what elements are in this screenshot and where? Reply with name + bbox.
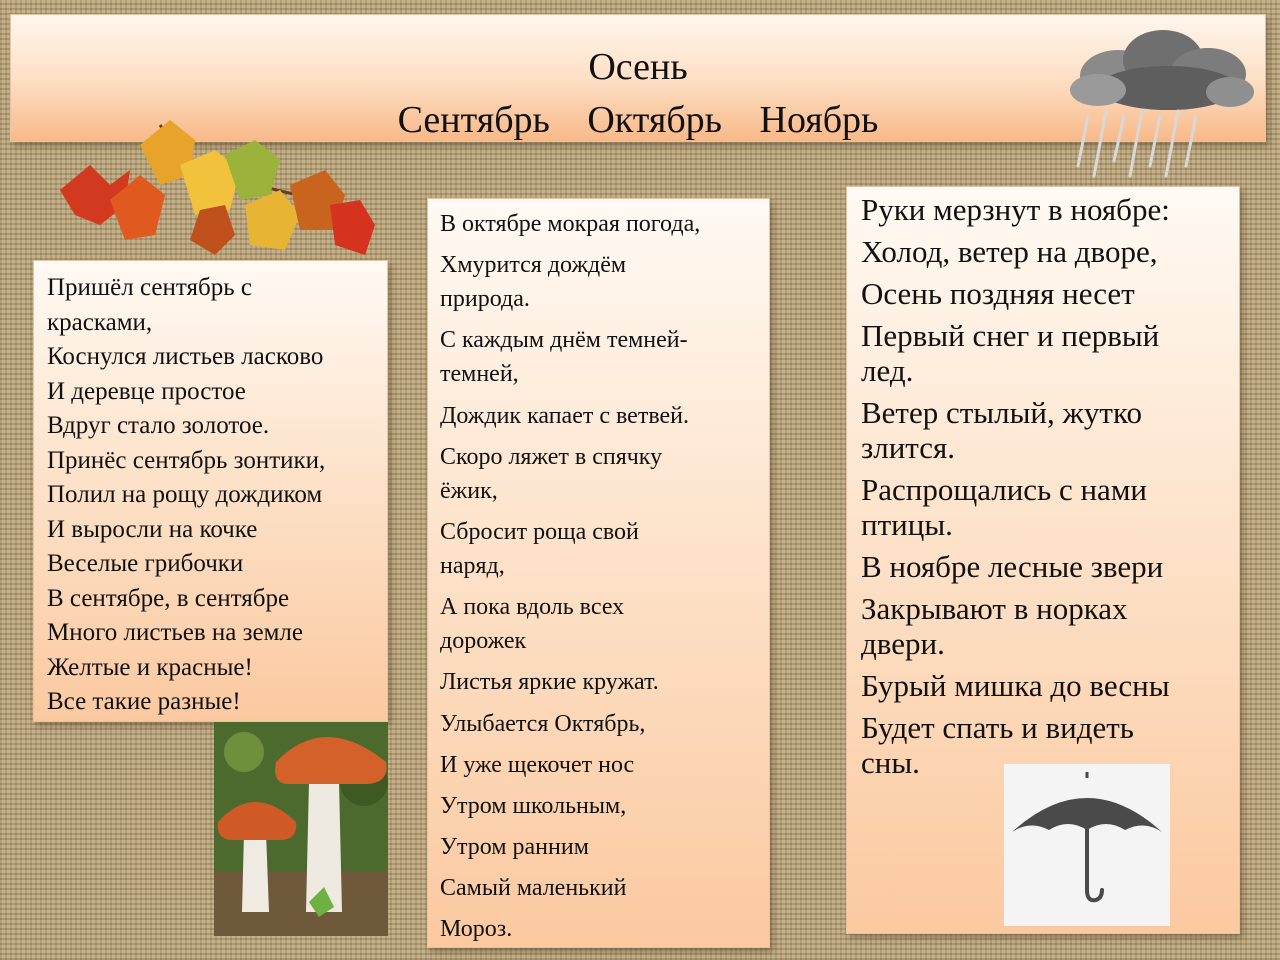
poem-line: В сентябре, в сентябре — [47, 584, 290, 612]
poem-line: В ноябре лесные звери — [861, 549, 1164, 584]
poem-line: Холод, ветер на дворе, — [861, 234, 1158, 269]
rain-cloud-icon — [1058, 26, 1258, 196]
month-october: Октябрь — [587, 99, 723, 141]
poem-line: Листья яркие кружат. — [440, 669, 659, 696]
poem-line: Много листьев на земле — [47, 619, 304, 646]
poem-line: красками, — [47, 308, 153, 336]
poem-line: В октябре мокрая погода, — [440, 211, 701, 237]
poem-line: И выросли на кочке — [47, 515, 258, 543]
autumn-leaves-icon — [40, 115, 380, 265]
poem-line: Самый маленький — [440, 875, 627, 902]
poem-line: Все такие разные! — [47, 688, 241, 715]
poem-line: Улыбается Октябрь, — [440, 710, 646, 737]
mushrooms-icon — [214, 722, 388, 936]
poem-line: Осень поздняя несет — [861, 276, 1135, 311]
poem-line: Коснулся листьев ласково — [47, 343, 324, 370]
poem-line: Дождик капает с ветвей. — [440, 402, 690, 429]
poem-line: Скоро ляжет в спячку ёжик, — [440, 443, 663, 504]
october-poem-panel — [427, 198, 770, 948]
poem-line: Принёс сентябрь зонтики, — [47, 446, 326, 474]
poem-line: Вдруг стало золотое. — [47, 412, 270, 439]
poem-line: Бурый мишка до весны — [861, 668, 1170, 703]
poem-line: Веселые грибочки — [47, 550, 244, 577]
poem-line: Желтые и красные! — [47, 653, 253, 681]
poem-line: И уже щекочет нос — [440, 751, 635, 778]
poem-line: А пока вдоль всех дорожек — [440, 594, 625, 655]
poem-line: Первый снег и первый лед. — [861, 318, 1160, 388]
poem-line: Руки мерзнут в ноябре: — [861, 192, 1170, 227]
poem-line: С каждым днём темней- темней, — [440, 327, 688, 388]
poem-line: Пришёл сентябрь с — [47, 274, 252, 301]
poem-line: Утром ранним — [440, 834, 589, 861]
poem-line: Ветер стылый, жутко злится. — [861, 395, 1142, 465]
september-poem-panel — [33, 260, 388, 722]
poem-line: Утром школьным, — [440, 792, 627, 819]
poem-line: Будет спать и видеть сны. — [861, 710, 1134, 780]
month-november: Ноябрь — [759, 99, 879, 141]
poem-line: И деревце простое — [47, 377, 246, 405]
poem-line: Распрощались с нами птицы. — [861, 472, 1148, 542]
poem-line: Мороз. — [440, 916, 513, 943]
month-september: Сентябрь — [397, 99, 550, 141]
umbrella-icon — [1004, 764, 1170, 926]
page-title: Осень — [588, 46, 688, 88]
poem-line: Сбросит роща свой наряд, — [440, 518, 639, 579]
poem-line: Закрывают в норках двери. — [861, 591, 1128, 661]
poem-line: Хмурится дождём природа. — [440, 252, 627, 313]
poem-line: Полил на рощу дождиком — [47, 481, 323, 508]
